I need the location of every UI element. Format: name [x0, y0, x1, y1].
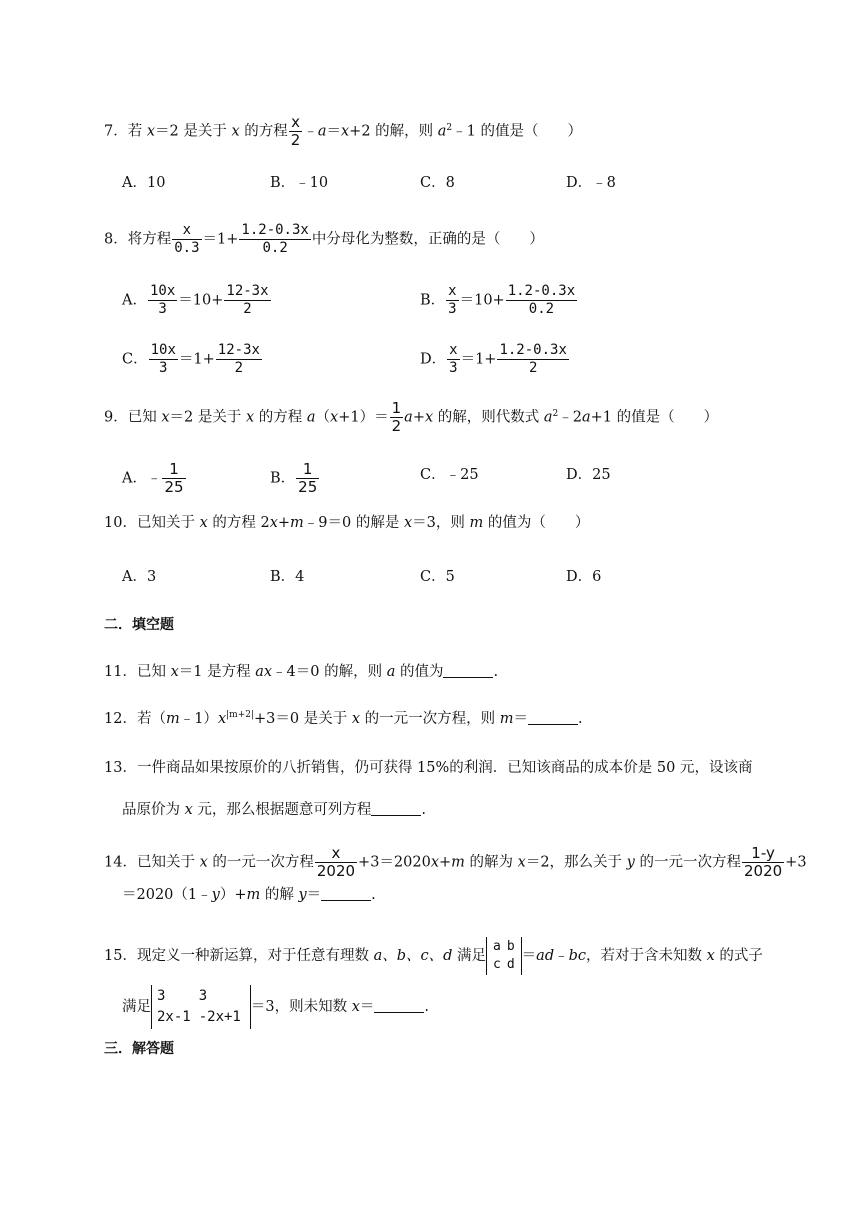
fraction: $\frac{10x}{3}$: [149, 283, 176, 317]
answer-blank[interactable]: [321, 886, 371, 901]
question-12: 12．若$(m﹣1)x^{|m+2|}+3=0$ 是关于 x 的一元一次方程，则 m＝ .: [104, 710, 583, 727]
option-d: D． $\frac{x}{3}$ ＝1+ $\frac{1.2-0.3x}{2}$: [420, 342, 567, 376]
question-9: 9．已知 x＝2 是关于 x 的方程 a（x+1）＝ $\frac{1}{2}$ a+x 的解，则代数式 $a^2﹣2a+1$ 的值是（ ）: [104, 399, 719, 435]
question-11: 11．已知 x＝1 是方程 ax﹣4＝0 的解，则 a 的值为 .: [104, 664, 499, 680]
question-14: 14．已知关于 x 的一元一次方程 $\frac{x}{2020}$ +3＝2020x+m 的解为 x＝2，那么关于 y 的一元一次方程 $\frac{1-y}{2020}$ +3: [104, 844, 807, 880]
question-8: 8．将方程 $\frac{x}{0.3}$ ＝1+ $\frac{1.2-0.3x}{0.2}$ 中分母化为整数，正确的是（ ）: [104, 222, 544, 256]
question-number: 10．: [104, 515, 137, 531]
option-d: D．﹣8: [566, 175, 616, 191]
answer-blank[interactable]: [374, 998, 424, 1013]
question-13: 13．一件商品如果按原价的八折销售，仍可获得 15%的利润．已知该商品的成本价是 50 元，设该商: [104, 760, 753, 776]
question-number: 9．: [104, 409, 128, 426]
answer-blank[interactable]: [528, 710, 578, 725]
fraction: $\frac{1}{25}$: [298, 460, 318, 496]
option-a: A． $\frac{10x}{3}$ ＝10+ $\frac{12-3x}{2}$: [122, 283, 269, 317]
option-b: B．﹣10: [270, 175, 329, 191]
fraction: $\frac{1.2-0.3x}{2}$: [499, 342, 567, 376]
question-number: 11．: [104, 664, 137, 680]
option-d: D．25: [566, 467, 611, 483]
determinant: a b c d: [486, 937, 522, 975]
fraction: $\frac{1-y}{2020}$: [743, 844, 783, 880]
fraction: $\frac{x}{3}$: [449, 342, 458, 376]
question-10: 10．已知关于 x 的方程 2x+m﹣9＝0 的解是 x＝3，则 m 的值为（ ）: [104, 515, 590, 531]
option-b: B．4: [270, 569, 305, 585]
question-14-line-2: ＝2020（1﹣y）+m 的解 y＝ .: [122, 887, 376, 903]
option-b: B． $\frac{x}{3}$ ＝10+ $\frac{1.2-0.3x}{0.2}$: [420, 283, 576, 317]
question-7: 7．若 x＝2 是关于 x 的方程 $\frac{x}{2}$ ﹣a＝x+2 的解，则 $a^2﹣1$ 的值是（ ）: [104, 113, 582, 149]
option-a: A．﹣ $\frac{1}{25}$: [122, 460, 184, 496]
option-c: C．5: [420, 569, 455, 585]
fraction: $\frac{12-3x}{2}$: [217, 342, 260, 376]
question-number: 13．: [104, 760, 137, 776]
fraction: $\frac{1}{25}$: [164, 460, 184, 496]
question-number: 12．: [104, 711, 137, 727]
option-a: A．3: [122, 569, 157, 585]
question-15: 15．现定义一种新运算，对于任意有理数 a、b、c、d 满足 a b c d ＝ad﹣bc，若对于含未知数 x 的式子: [104, 937, 763, 975]
determinant: 3 3 2x-1 -2x+1: [151, 985, 251, 1029]
fraction: $\frac{x}{2}$: [290, 113, 301, 149]
fraction: $\frac{1.2-0.3x}{0.2}$: [241, 222, 309, 256]
question-number: 8．: [104, 231, 128, 248]
question-13-line-2: 品原价为 x 元，那么根据题意可列方程 .: [122, 802, 427, 818]
fraction: $\frac{x}{3}$: [448, 283, 457, 317]
option-d: D．6: [566, 569, 602, 585]
fraction: $\frac{1}{2}$: [391, 399, 402, 435]
answer-blank[interactable]: [443, 663, 493, 678]
option-b: B． $\frac{1}{25}$: [270, 460, 318, 496]
section-heading-solutions: 三．解答题: [104, 1041, 174, 1057]
option-c: C． $\frac{10x}{3}$ ＝1+ $\frac{12-3x}{2}$: [122, 342, 260, 376]
option-c: C．8: [420, 175, 455, 191]
option-a: A．10: [122, 175, 166, 191]
question-number: 15．: [104, 948, 137, 964]
fraction: $\frac{x}{0.3}$: [174, 222, 200, 256]
question-15-line-2: 满足 3 3 2x-1 -2x+1 ＝3，则未知数 x＝ .: [122, 985, 429, 1029]
option-c: C．﹣25: [420, 467, 479, 483]
fraction: $\frac{1.2-0.3x}{0.2}$: [507, 283, 576, 317]
question-number: 7．: [104, 123, 128, 140]
question-number: 14．: [104, 854, 137, 871]
fraction: $\frac{10x}{3}$: [150, 342, 176, 376]
fraction: $\frac{12-3x}{2}$: [226, 283, 269, 317]
section-heading-fill-in: 二．填空题: [104, 617, 174, 633]
answer-blank[interactable]: [371, 801, 421, 816]
fraction: $\frac{x}{2020}$: [316, 844, 356, 880]
